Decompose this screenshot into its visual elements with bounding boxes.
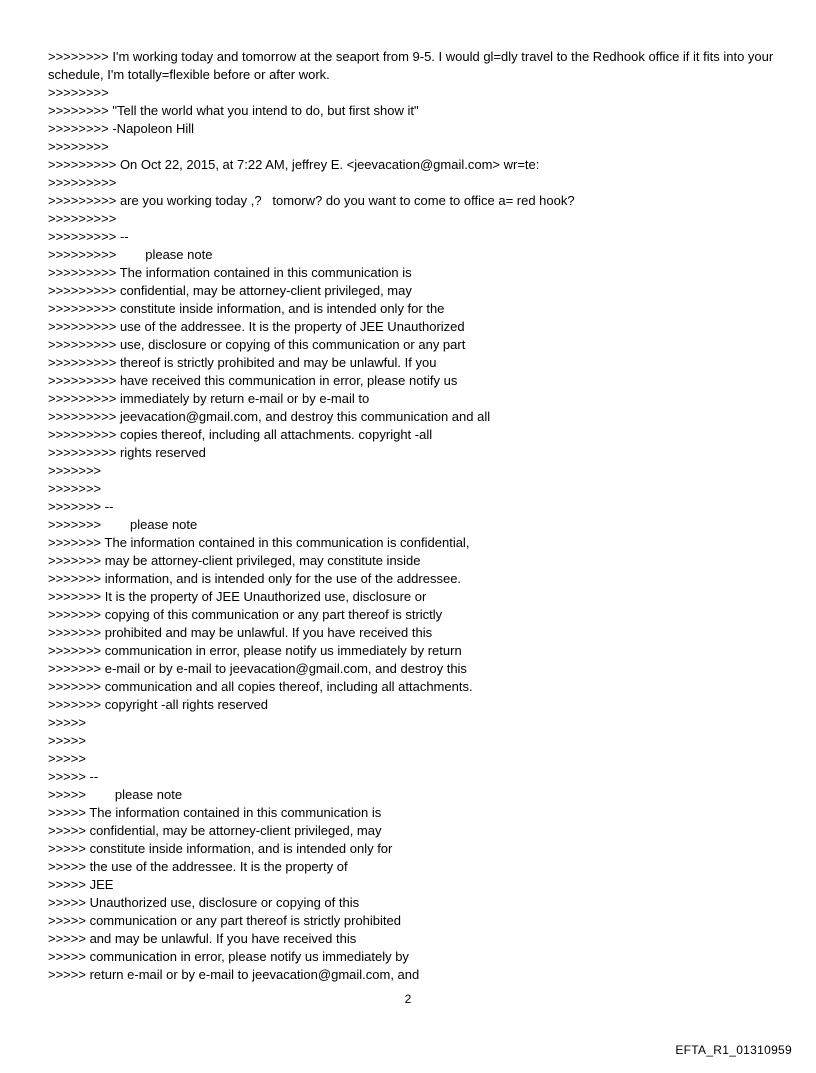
email-line: >>>>>>>>> thereof is strictly prohibited and may be unlawful. If you	[48, 355, 437, 370]
email-line: >>>>>>> please note	[48, 517, 198, 532]
email-line: >>>>>>> prohibited and may be unlawful. If you have received this	[48, 625, 433, 640]
email-line: >>>>>>>>	[48, 139, 109, 154]
email-line: >>>>>>> It is the property of JEE Unauthorized use, disclosure or	[48, 589, 427, 604]
email-line: >>>>>>> may be attorney-client privileged, may constitute inside	[48, 553, 421, 568]
email-line: >>>>>>> communication in error, please notify us immediately by return	[48, 643, 462, 658]
email-line: >>>>>>>> -Napoleon Hill	[48, 121, 194, 136]
email-line: >>>>>>>	[48, 463, 102, 478]
email-line: >>>>> the use of the addressee. It is the property of	[48, 859, 348, 874]
email-line: >>>>> Unauthorized use, disclosure or copying of this	[48, 895, 360, 910]
email-line: >>>>>>>>> use, disclosure or copying of this communication or any part	[48, 337, 466, 352]
email-body	[48, 48, 778, 984]
email-line: >>>>>	[48, 733, 86, 748]
email-line: >>>>>>>>> immediately by return e-mail or by e-mail to	[48, 391, 370, 406]
email-line: >>>>> confidential, may be attorney-client privileged, may	[48, 823, 382, 838]
email-line: >>>>>>>>	[48, 85, 109, 100]
email-line: >>>>> communication in error, please notify us immediately by	[48, 949, 409, 964]
document-id: EFTA_R1_01310959	[675, 1043, 792, 1057]
email-line: >>>>>>>	[48, 481, 102, 496]
email-line: >>>>> return e-mail or by e-mail to jeevacation@gmail.com, and	[48, 967, 420, 982]
email-line: >>>>>>> The information contained in this communication is confidential,	[48, 535, 470, 550]
email-line: >>>>> constitute inside information, and is intended only for	[48, 841, 393, 856]
email-line: >>>>>>>>>	[48, 211, 117, 226]
email-line: >>>>>>> communication and all copies thereof, including all attachments.	[48, 679, 473, 694]
email-line: >>>>>>>>> --	[48, 229, 129, 244]
email-line: >>>>>>>>> jeevacation@gmail.com, and destroy this communication and all	[48, 409, 491, 424]
email-line: >>>>>>>>> please note	[48, 247, 213, 262]
email-line: >>>>>>>>> constitute inside information, and is intended only for the	[48, 301, 445, 316]
page-number: 2	[404, 992, 412, 1006]
email-line: >>>>>>> e-mail or by e-mail to jeevacation@gmail.com, and destroy this	[48, 661, 467, 676]
email-line: >>>>>>>>> rights reserved	[48, 445, 206, 460]
email-line: >>>>>>>> "Tell the world what you intend to do, but first show it"	[48, 103, 419, 118]
email-line: >>>>>>>>>	[48, 175, 117, 190]
email-line: >>>>> and may be unlawful. If you have received this	[48, 931, 357, 946]
email-line: >>>>> communication or any part thereof is strictly prohibited	[48, 913, 401, 928]
email-line: >>>>>>>>> confidential, may be attorney-client privileged, may	[48, 283, 412, 298]
email-line: >>>>>>>>> have received this communication in error, please notify us	[48, 373, 458, 388]
email-line: >>>>> JEE	[48, 877, 114, 892]
email-line: >>>>>>> copying of this communication or any part thereof is strictly	[48, 607, 443, 622]
email-line: >>>>>>> --	[48, 499, 114, 514]
email-line: >>>>>	[48, 715, 86, 730]
email-line: >>>>>>>> I'm working today and tomorrow at the seaport from 9-5. I would gl=dly travel to the Redhook office if it fits into your schedule, I'm totally=flexible before or after work.	[48, 49, 774, 82]
email-line: >>>>> The information contained in this communication is	[48, 805, 382, 820]
email-line: >>>>>>>>> copies thereof, including all attachments. copyright -all	[48, 427, 433, 442]
email-line: >>>>>>>>> are you working today ,? tomorw? do you want to come to office a= red hook?	[48, 193, 575, 208]
email-line: >>>>>>>>> use of the addressee. It is the property of JEE Unauthorized	[48, 319, 465, 334]
email-line: >>>>> please note	[48, 787, 183, 802]
email-line: >>>>>>> information, and is intended only for the use of the addressee.	[48, 571, 462, 586]
email-line: >>>>>>>>> On Oct 22, 2015, at 7:22 AM, jeffrey E. <jeevacation@gmail.com> wr=te:	[48, 157, 540, 172]
email-line: >>>>>>>>> The information contained in this communication is	[48, 265, 412, 280]
email-line: >>>>> --	[48, 769, 99, 784]
email-line: >>>>>	[48, 751, 86, 766]
email-line: >>>>>>> copyright -all rights reserved	[48, 697, 269, 712]
